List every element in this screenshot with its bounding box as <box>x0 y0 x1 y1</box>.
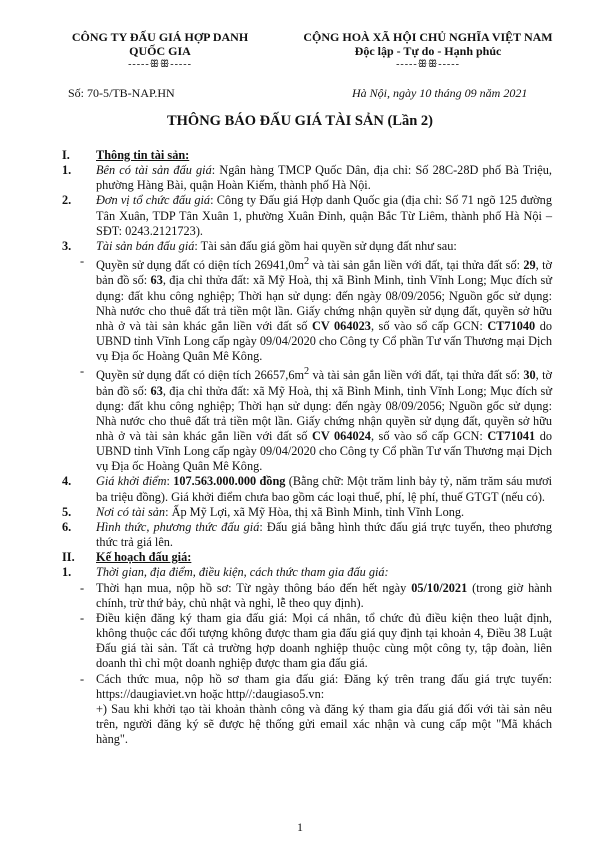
conditions-bullet <box>62 611 552 672</box>
item-text: : Công ty Đấu giá Hợp danh Quốc gia (địa chỉ: Số 71 ngõ 125 đường Tân Xuân, TDP Tân Xuân 1, phường Xuân Đỉnh, quận Bắc Từ Liêm, thành phố Hà Nội – SĐT: 0243.2121723). <box>96 193 552 238</box>
item-label: Nơi có tài sản <box>96 504 166 519</box>
page-number: 1 <box>297 820 303 834</box>
item-label: Bên có tài sản đấu giá <box>96 163 212 178</box>
bullet-text: Điều kiện đăng ký tham gia đấu giá: Mọi cá nhân, tổ chức đủ điều kiện theo luật định, không thuộc các đối tượng không được tham gia đấu giá quy định tại khoản 4, Điều 38 Luật Đấu giá tài sản. Tất cả trường hợp doanh nghiệp thuộc cùng một công ty, tập đoàn, liên doanh thì chỉ một doanh nghiệp được tham gia đấu giá. <box>96 610 552 671</box>
asset-item-5 <box>62 505 552 520</box>
bullet-dash: - <box>80 580 85 595</box>
bullet-dash: - <box>80 254 85 269</box>
parcel-text: , tờ bản đồ số: <box>96 368 552 398</box>
item-label: Đơn vị tổ chức đấu giá <box>96 193 211 208</box>
parcel-number: 30 <box>523 368 536 383</box>
section-1-heading <box>62 148 552 163</box>
certificate-number: CV 064023 <box>311 318 371 333</box>
plan-item-1 <box>62 565 552 580</box>
item-number: 1. <box>62 163 72 178</box>
certificate-number: CV 064024 <box>311 429 371 443</box>
parcel-text: và tài sản gắn liền với đất, tại thửa đất số: <box>309 258 524 273</box>
item-text: : Đấu giá bằng hình thức đấu giá trực tuyến, theo phương thức trả giá lên. <box>96 519 552 550</box>
asset-item-3 <box>62 239 552 254</box>
company-header <box>60 30 260 72</box>
section-number: I. <box>62 148 70 162</box>
asset-item-4 <box>62 474 552 504</box>
bullet-text: (trong giờ hành chính, trừ thứ bảy, chủ nhật và nghỉ, lễ theo quy định). <box>96 580 552 610</box>
item-label: Tài sản bán đấu giá <box>96 238 195 253</box>
item-colon: : <box>384 565 389 580</box>
section-2-heading <box>62 550 552 565</box>
registration-bullet <box>62 672 552 748</box>
document-date: Hà Nội, ngày 10 tháng 09 năm 2021 <box>352 86 528 100</box>
bullet-text: Cách thức mua, nộp hồ sơ tham gia đấu giá: Đăng ký trên trang đấu giá trực tuyến: https://daugiaviet.vn hoặc http//:daugiaso5.vn: <box>96 671 552 701</box>
item-label: Giá khởi điểm <box>96 474 167 489</box>
national-title: CỘNG HOÀ XÃ HỘI CHỦ NGHĨA VIỆT NAM <box>303 30 553 44</box>
item-label: Thời gian, địa điểm, điều kiện, cách thức tham gia đấu giá <box>96 565 385 580</box>
item-separator: : <box>166 474 174 489</box>
registration-note: +) Sau khi khởi tạo tài khoản thành công và đăng ký tham gia đấu giá đối với tài sản nêu trên, người đăng ký sẽ được hệ thống gửi email xác nhận và cung cấp một "Mã khách hàng". <box>96 701 552 747</box>
bullet-dash: - <box>80 671 85 686</box>
parcel-text: Quyền sử dụng đất có diện tích 26941,0m <box>96 258 305 273</box>
asset-item-1 <box>62 163 552 193</box>
item-number: 5. <box>62 504 72 519</box>
map-number: 63 <box>150 383 163 398</box>
item-text: : Ấp Mỹ Lợi, xã Mỹ Hòa, thị xã Bình Minh, tỉnh Vĩnh Long. <box>165 504 465 519</box>
parcel-text: , tờ bản đồ số: <box>96 258 552 288</box>
parcel-text: và tài sản gắn liền với đất, tại thửa đất số: <box>309 368 524 383</box>
national-motto: Độc lập - Tự do - Hạnh phúc <box>354 44 502 58</box>
parcel-number: 29 <box>523 258 536 273</box>
bullet-dash: - <box>80 364 85 379</box>
asset-item-2 <box>62 193 552 238</box>
bullet-text: Thời hạn mua, nộp hồ sơ: Từ ngày thông báo đến hết ngày <box>96 580 412 595</box>
item-number: 2. <box>62 193 72 208</box>
header-ornament: -----ꕥꕥ----- <box>128 59 192 70</box>
document-number: Số: 70-5/TB-NAP.HN <box>68 86 175 100</box>
parcel-text: Quyền sử dụng đất có diện tích 26657,6m <box>96 368 305 383</box>
item-text: : Ngân hàng TMCP Quốc Dân, địa chỉ: Số 28C-28D phố Bà Triệu, phường Hàng Bài, quận Hoàn Kiếm, thành phố Hà Nội. <box>96 163 552 193</box>
document-body <box>62 148 552 747</box>
land-parcel-29 <box>62 254 552 364</box>
header-ornament: -----ꕥꕥ----- <box>396 59 460 70</box>
item-number: 3. <box>62 238 72 253</box>
item-label: Hình thức, phương thức đấu giá <box>96 519 260 534</box>
company-name-line2: QUỐC GIA <box>129 44 191 58</box>
parcel-text: , số vào sổ cấp GCN: <box>370 318 488 333</box>
section-title: Thông tin tài sản: <box>96 148 190 162</box>
company-name-line1: CÔNG TY ĐẤU GIÁ HỢP DANH <box>71 30 249 44</box>
map-number: 63 <box>150 273 163 288</box>
parcel-text: , địa chỉ thửa đất: xã Mỹ Hoà, thị xã Bình Minh, tỉnh Vĩnh Long; Mục đích sử dụng: đất khu công nghiệp; Thời hạn sử dụng: đến ngày 08/09/2056; Nguồn gốc sử dụng: Nhà nước cho thuê đất trả tiền một lần. Giấy chứng nhận quyền sử dụng đất, quyền sở hữu nhà ở và tài sản khác gắn liền với đất số <box>96 273 553 333</box>
registry-number: CT71041 <box>487 429 536 443</box>
superscript: 2 <box>304 256 310 268</box>
parcel-text: , địa chỉ thửa đất: xã Mỹ Hoà, thị xã Bình Minh, tỉnh Vĩnh Long; Mục đích sử dụng: đất khu công nghiệp; Thời hạn sử dụng: đến ngày 08/09/2056; Nguồn gốc sử dụng: Nhà nước cho thuê đất trả tiền một lần. Giấy chứng nhận quyền sử dụng đất, quyền sở hữu nhà ở và tài sản khác gắn liền với đất số <box>96 383 553 443</box>
item-number: 6. <box>62 519 72 534</box>
national-header <box>268 30 588 72</box>
registry-number: CT71040 <box>487 318 536 333</box>
superscript: 2 <box>304 366 310 378</box>
item-number: 1. <box>62 565 72 580</box>
parcel-text: do UBND tỉnh Vĩnh Long cấp ngày 09/04/2020 cho Công ty Cổ phần Tư vấn Thương mại Dịch vụ Địa ốc Hoàng Quân Mê Kông. <box>96 318 553 364</box>
item-number: 4. <box>62 474 72 489</box>
starting-price: 107.563.000.000 đồng <box>173 474 286 489</box>
deadline-bullet <box>62 581 552 611</box>
parcel-text: , số vào sổ cấp GCN: <box>370 429 488 443</box>
item-text: : Tài sản đấu giá gồm hai quyền sử dụng đất như sau: <box>194 238 457 253</box>
deadline-date: 05/10/2021 <box>411 580 468 595</box>
item-text: (Bằng chữ: Một trăm linh bảy tỷ, năm trăm sáu mươi ba triệu đồng). Giá khởi điểm chưa bao gồm các loại thuế, phí, lệ phí, thuế GTGT (nếu có). <box>96 474 553 504</box>
document-title: THÔNG BÁO ĐẤU GIÁ TÀI SẢN (Lần 2) <box>166 113 433 129</box>
section-title: Kế hoạch đấu giá: <box>96 550 192 565</box>
bullet-dash: - <box>80 610 85 625</box>
asset-item-6 <box>62 520 552 550</box>
land-parcel-30 <box>62 364 552 474</box>
section-number: II. <box>62 550 75 565</box>
parcel-text: do UBND tỉnh Vĩnh Long cấp ngày 09/04/2020 cho Công ty Cổ phần Tư vấn Thương mại Dịch vụ Địa ốc Hoàng Quân Mê Kông. <box>96 429 553 474</box>
